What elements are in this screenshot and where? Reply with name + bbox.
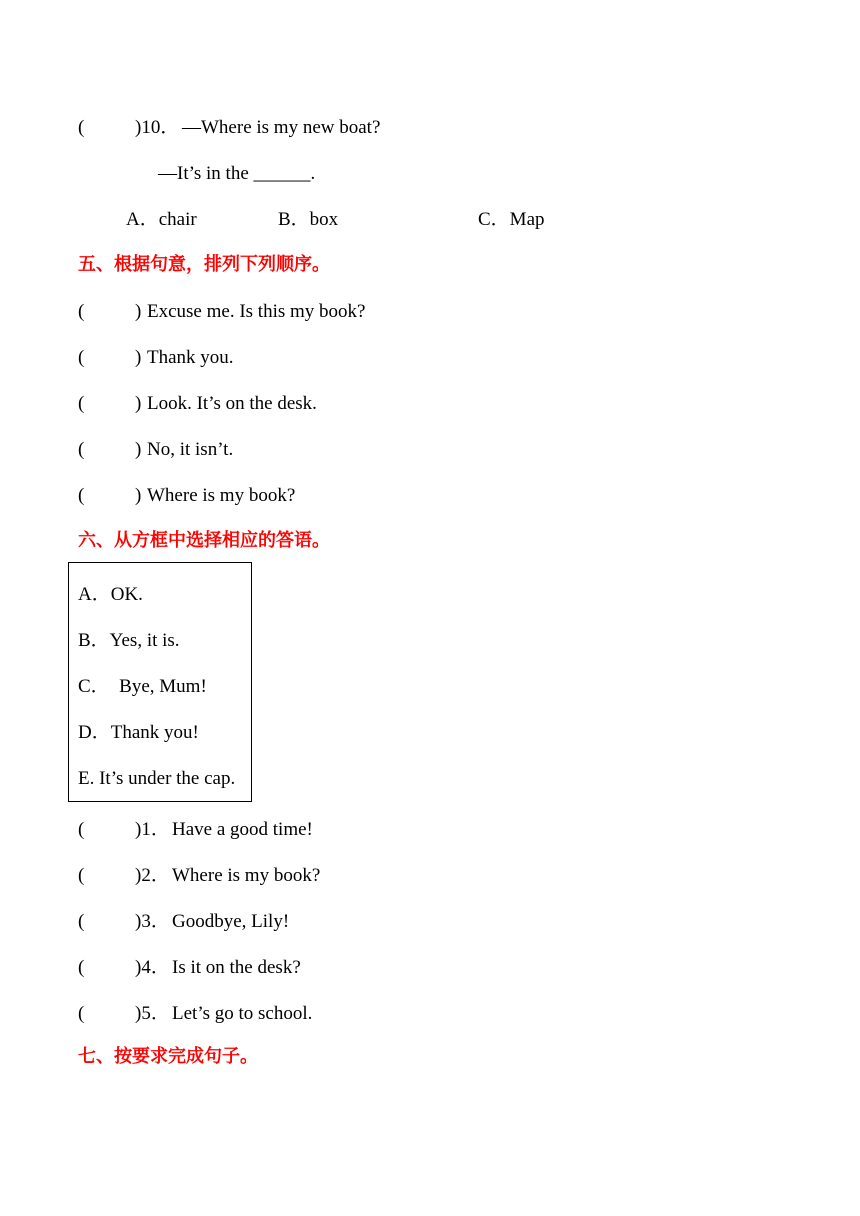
section-6-heading: 六、从方框中选择相应的答语。	[78, 530, 330, 551]
sentence-text: Excuse me. Is this my book?	[147, 301, 366, 322]
section-7-heading: 七、按要求完成句子。	[78, 1046, 258, 1067]
sentence-text: Where is my book?	[172, 865, 321, 886]
option-a: A．chair	[126, 209, 197, 230]
sentence-text: Look. It’s on the desk.	[147, 393, 317, 414]
answer-paren-open: (	[78, 957, 85, 978]
answer-paren-open: (	[78, 301, 85, 322]
question-number: )4．	[135, 957, 170, 978]
answer-paren-open: (	[78, 117, 85, 138]
answer-paren-open: (	[78, 485, 85, 506]
answer-paren-close: )	[135, 393, 142, 414]
answer-paren-open: (	[78, 911, 85, 932]
option-c: C．Map	[478, 209, 545, 230]
box-option-c: C． Bye, Mum!	[78, 676, 207, 697]
sentence-text: Where is my book?	[147, 485, 296, 506]
answer-paren-open: (	[78, 439, 85, 460]
section-5-heading: 五、根据句意，排列下列顺序。	[78, 254, 330, 275]
sentence-text: Is it on the desk?	[172, 957, 301, 978]
answer-paren-open: (	[78, 347, 85, 368]
answer-paren-open: (	[78, 819, 85, 840]
answer-line: —It’s in the ______.	[158, 163, 316, 184]
answer-paren-close: )	[135, 347, 142, 368]
sentence-text: Have a good time!	[172, 819, 313, 840]
box-option-b: B．Yes, it is.	[78, 630, 180, 651]
box-option-d: D．Thank you!	[78, 722, 199, 743]
question-number: )3．	[135, 911, 170, 932]
question-text: —Where is my new boat?	[182, 117, 381, 138]
sentence-text: No, it isn’t.	[147, 439, 234, 460]
sentence-text: Thank you.	[147, 347, 234, 368]
question-number: )1．	[135, 819, 170, 840]
answer-options-box	[68, 562, 252, 802]
answer-paren-open: (	[78, 1003, 85, 1024]
answer-paren-close: )	[135, 301, 142, 322]
option-b: B．box	[278, 209, 339, 230]
sentence-text: Let’s go to school.	[172, 1003, 313, 1024]
box-option-a: A．OK.	[78, 584, 143, 605]
sentence-text: Goodbye, Lily!	[172, 911, 290, 932]
answer-paren-open: (	[78, 865, 85, 886]
box-option-e: E. It’s under the cap.	[78, 768, 236, 789]
question-number: )2．	[135, 865, 170, 886]
answer-paren-close: )	[135, 485, 142, 506]
answer-paren-open: (	[78, 393, 85, 414]
question-number: )5．	[135, 1003, 170, 1024]
question-number: )10．	[135, 117, 180, 138]
answer-paren-close: )	[135, 439, 142, 460]
